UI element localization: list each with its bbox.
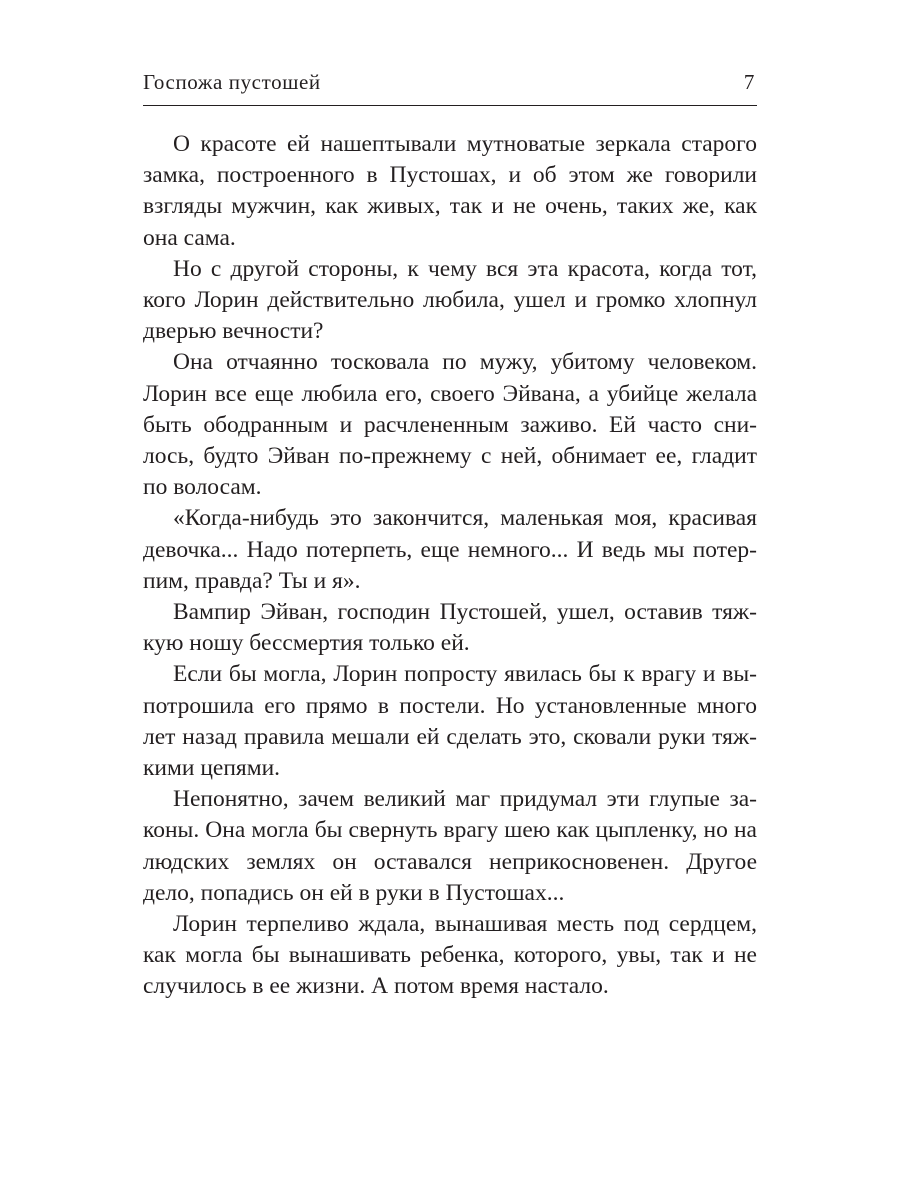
running-title: Госпожа пустошей xyxy=(143,70,321,94)
paragraph: Но с другой стороны, к чему вся эта красота, когда тот, кого Лорин действительно любила, ушел и громко хлопнул дверью вечности? xyxy=(143,255,757,345)
paragraph: О красоте ей нашептывали мутноватые зеркала старого замка, построенного в Пустошах, и об этом же говорили взгляды мужчин, как живых, так и не очень, таких же, как она сама. xyxy=(143,131,757,251)
header-rule xyxy=(143,105,757,106)
paragraph: Она отчаянно тосковала по мужу, убитому человеком. Лорин все еще любила его, своего Эйвана, а убийце желала быть ободранным и расчлененным заживо. Ей часто снилось, будто Эйван по-прежнему с ней, обнимает ее, гладит по волосам. xyxy=(143,349,757,501)
paragraph: Лорин терпеливо ждала, вынашивая месть под сердцем, как могла бы вынашивать ребенка, которого, увы, так и не случилось в ее жизни. А потом время настало. xyxy=(143,911,757,1000)
paragraph: «Когда-нибудь это закончится, маленькая моя, красивая девочка... Надо потерпеть, еще немного... И ведь мы потерпим, правда? Ты и я». xyxy=(143,505,757,594)
book-page xyxy=(143,0,757,1200)
running-head xyxy=(143,66,757,100)
body-text xyxy=(143,129,757,1003)
paragraph: Если бы могла, Лорин попросту явилась бы к врагу и выпотрошила его прямо в постели. Но установленные много лет назад правила мешали ей сделать это, сковали руки тяжкими цепями. xyxy=(143,661,757,782)
page-number: 7 xyxy=(743,70,755,94)
paragraph: Вампир Эйван, господин Пустошей, ушел, оставив тяжкую ношу бессмертия только ей. xyxy=(143,599,757,657)
paragraph: Непонятно, зачем великий маг придумал эти глупые законы. Она могла бы свернуть врагу шею как цыпленку, но на людских землях он оставался неприкосновенен. Другое дело, попадись он ей в руки в Пустошах... xyxy=(143,786,757,906)
